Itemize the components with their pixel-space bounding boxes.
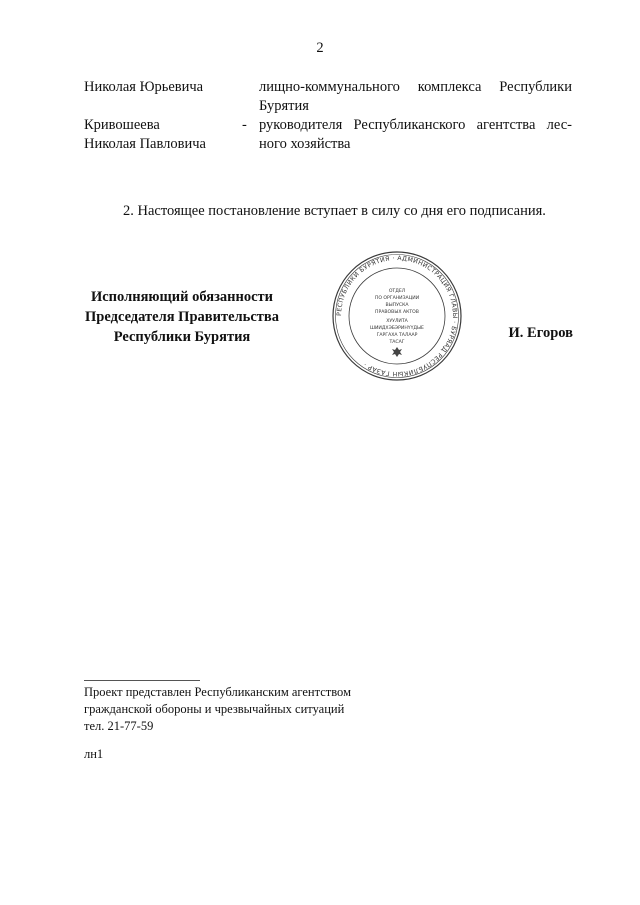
seal-outer-text: РЕСПУБЛИКИ БУРЯТИЯ · АДМИНИСТРАЦИЯ ГЛАВЫ · БУРЯАД РЕСПУБЛИКЫН ГАЗАР · xyxy=(335,254,459,378)
footnote-line: Проект представлен Республиканским агентством xyxy=(84,685,351,699)
page-number: 2 xyxy=(316,40,324,56)
seal-inner-line: ШИИДХЭБЭРИНҮҮДЫЕ xyxy=(370,326,424,331)
member-surname: Кривошеева xyxy=(84,117,160,133)
document-code: лн1 xyxy=(84,747,104,761)
seal-inner-line: ВЫПУСКА xyxy=(385,303,409,308)
word: руководителя xyxy=(259,117,343,133)
signatory-name: И. Егоров xyxy=(508,325,573,341)
word: Республики xyxy=(499,79,572,95)
member-name: Николая Юрьевича xyxy=(84,79,204,95)
footnote-phone: тел. 21-77-59 xyxy=(84,719,154,733)
seal-inner-line: ГАРГАХА ТАЛААР xyxy=(376,333,418,338)
footnote-line: гражданской обороны и чрезвычайных ситуаций xyxy=(84,702,345,716)
member-dash: - xyxy=(242,117,247,133)
seal-inner-line: ХУУЛИТА xyxy=(386,319,408,324)
member-role-line xyxy=(259,77,572,97)
signatory-title-line: Республики Бурятия xyxy=(113,329,251,345)
word: Республиканского xyxy=(353,117,466,133)
seal-inner-line: ОТДЕЛ xyxy=(388,289,406,294)
signatory-title-line: Исполняющий обязанности xyxy=(90,289,274,305)
word: агентства xyxy=(476,117,536,133)
seal-stamp xyxy=(331,250,463,382)
member-role-line: Бурятия xyxy=(259,98,309,114)
member-role-line xyxy=(259,115,572,135)
word: комплекса xyxy=(417,79,482,95)
word: лес- xyxy=(546,117,572,133)
seal-emblem-icon xyxy=(392,347,402,357)
member-name: Николая Павловича xyxy=(84,136,206,152)
seal-inner-line: ПРАВОВЫХ АКТОВ xyxy=(375,310,419,315)
signatory-title-line: Председателя Правительства xyxy=(85,309,279,325)
seal-inner-line: ПО ОРГАНИЗАЦИИ xyxy=(374,296,420,301)
footnote-rule xyxy=(84,680,200,681)
member-role-line: ного хозяйства xyxy=(259,136,351,152)
svg-text:РЕСПУБЛИКИ БУРЯТИЯ · АДМИНИСТР xyxy=(336,255,458,377)
clause-2: 2. Настоящее постановление вступает в силу со дня его подписания. xyxy=(123,203,546,219)
seal-inner-line: ТАСАГ xyxy=(389,340,405,345)
word: лищно-коммунального xyxy=(259,79,400,95)
